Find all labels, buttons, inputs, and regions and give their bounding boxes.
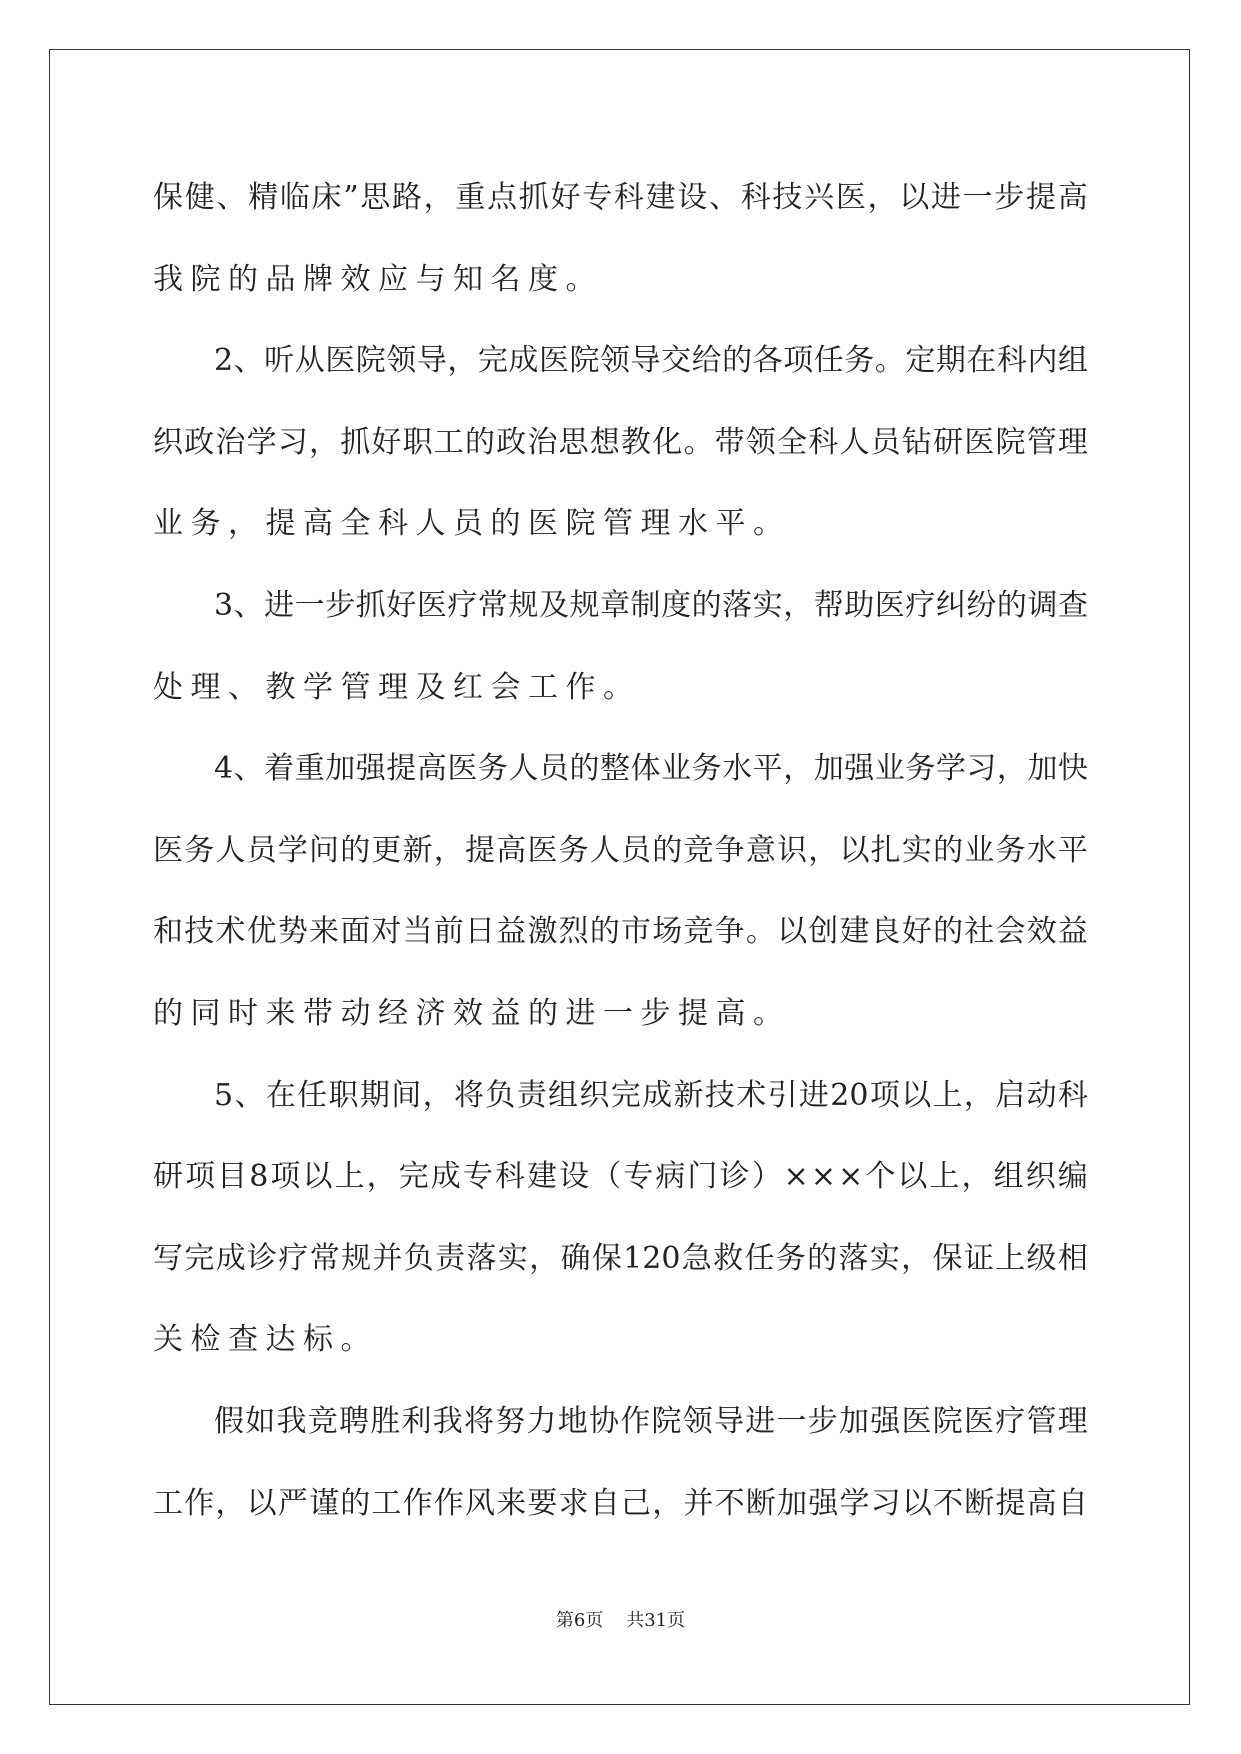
text-line: 假 如 我 竞 聘 胜 利 我 将 努 力 地 协 作 院 领 导 进 一 步 加 强 医 院 医 疗 管 理	[214, 1403, 1088, 1439]
page-footer	[0, 1606, 1241, 1632]
text-line: 的 同 时 来 带 动 经 济 效 益 的 进 一 步 提 高 。	[153, 995, 783, 1031]
text-line: 2 、 听 从 医 院 领 导 ， 完 成 医 院 领 导 交 给 的 各 项 任 务 。 定 期 在 科 内 组	[214, 343, 1088, 379]
page-number-label: 第6页 共31页	[555, 1610, 686, 1631]
text-line: 3 、 进 一 步 抓 好 医 疗 常 规 及 规 章 制 度 的 落 实 ， 帮 助 医 疗 纠 纷 的 调 查	[214, 587, 1088, 623]
text-line: 保 健 、 精 临 床 ” 思 路 ， 重 点 抓 好 专 科 建 设 、 科 技 兴 医 ， 以 进 一 步 提 高	[153, 180, 1088, 215]
text-line: 工 作 ， 以 严 谨 的 工 作 作 风 来 要 求 自 己 ， 并 不 断 加 强 学 习 以 不 断 提 高 自	[153, 1485, 1088, 1521]
text-line: 医 务 人 员 学 问 的 更 新 ， 提 高 医 务 人 员 的 竞 争 意 识 ， 以 扎 实 的 业 务 水 平	[153, 832, 1088, 868]
text-line: 5 、 在 任 职 期 间 ， 将 负 责 组 织 完 成 新 技 术 引 进 20 项 以 上 ， 启 动 科	[214, 1077, 1088, 1113]
document-body	[153, 157, 1088, 1544]
text-line: 处 理 、 教 学 管 理 及 红 会 工 作 。	[153, 669, 633, 705]
text-line: 4 、 着 重 加 强 提 高 医 务 人 员 的 整 体 业 务 水 平 ， 加 强 业 务 学 习 ， 加 快	[214, 751, 1088, 787]
text-line: 关 检 查 达 标 。	[153, 1322, 371, 1358]
text-line: 和 技 术 优 势 来 面 对 当 前 日 益 激 烈 的 市 场 竞 争 。 以 创 建 良 好 的 社 会 效 益	[153, 914, 1088, 950]
text-line: 我 院 的 品 牌 效 应 与 知 名 度 。	[153, 261, 596, 297]
text-line: 织 政 治 学 习 ， 抓 好 职 工 的 政 治 思 想 教 化 。 带 领 全 科 人 员 钻 研 医 院 管 理	[153, 424, 1088, 460]
text-line: 业 务 ， 提 高 全 科 人 员 的 医 院 管 理 水 平 。	[153, 506, 783, 542]
text-line: 写 完 成 诊 疗 常 规 并 负 责 落 实 ， 确 保 120 急 救 任 务 的 落 实 ， 保 证 上 级 相	[153, 1240, 1088, 1276]
text-line: 研 项 目 8 项 以 上 ， 完 成 专 科 建 设 （ 专 病 门 诊 ） × × × 个 以 上 ， 组 织 编	[153, 1159, 1088, 1195]
